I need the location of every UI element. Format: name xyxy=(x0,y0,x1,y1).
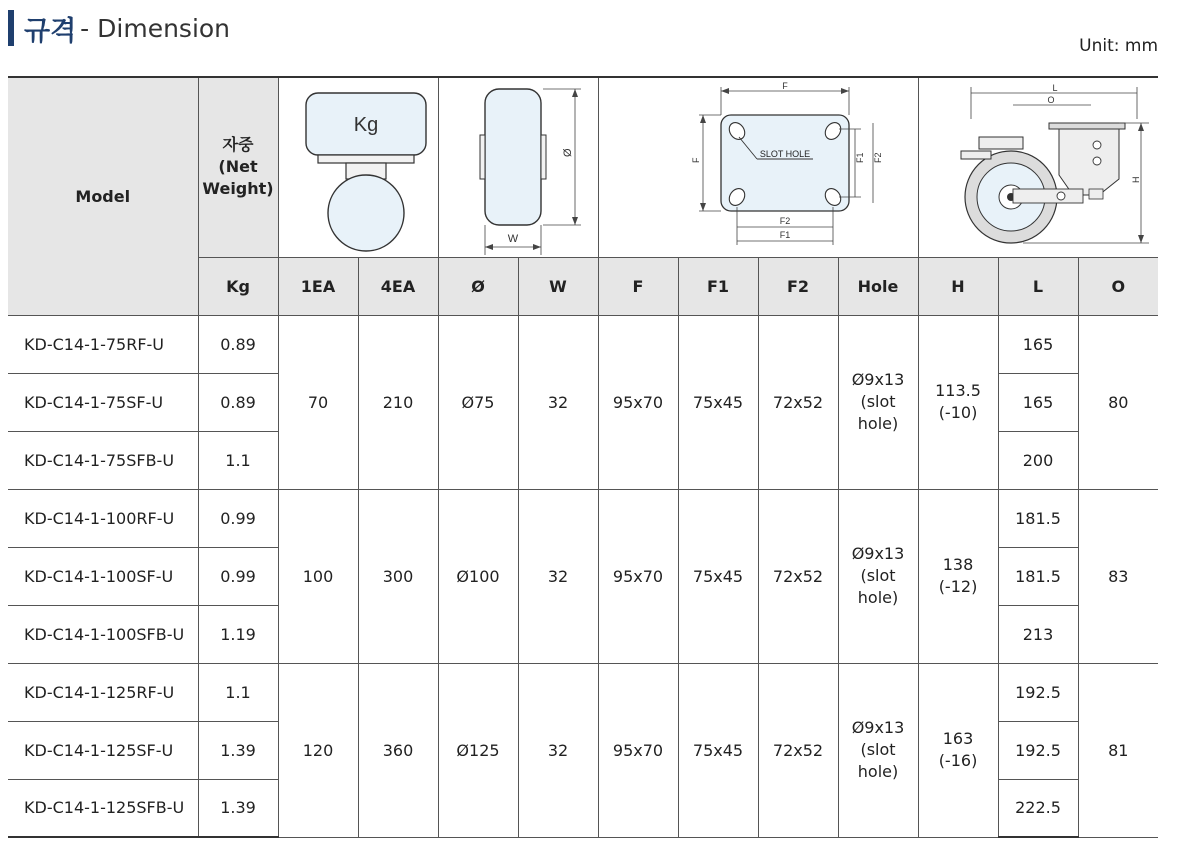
plate-f1-label-bottom: F1 xyxy=(779,230,791,241)
header-net-weight xyxy=(198,77,278,257)
l-cell: 192.5 xyxy=(998,721,1078,779)
l-cell: 222.5 xyxy=(998,779,1078,837)
model-cell: KD-C14-1-75SFB-U xyxy=(8,431,198,489)
top-plate-dimension-icon xyxy=(633,79,883,255)
width-cell: 32 xyxy=(518,315,598,489)
load-4ea-cell: 300 xyxy=(358,489,438,663)
header-1ea: 1EA xyxy=(278,257,358,315)
f2-cell: 72x52 xyxy=(758,315,838,489)
kg-cell: 1.19 xyxy=(198,605,278,663)
model-cell: KD-C14-1-125SF-U xyxy=(8,721,198,779)
header-h: H xyxy=(918,257,998,315)
caster-side-view-icon xyxy=(923,79,1153,255)
title-accent-bar xyxy=(8,10,14,46)
l-cell: 192.5 xyxy=(998,663,1078,721)
f1-cell: 75x45 xyxy=(678,315,758,489)
header-o: O xyxy=(1078,257,1158,315)
o-cell: 81 xyxy=(1078,663,1158,837)
header-net-weight-line3: Weight) xyxy=(202,179,274,199)
f2-cell: 72x52 xyxy=(758,489,838,663)
header-4ea: 4EA xyxy=(358,257,438,315)
page-title xyxy=(8,8,230,48)
height-cell xyxy=(918,315,998,489)
header-kg: Kg xyxy=(198,257,278,315)
wheel-figure xyxy=(438,77,598,257)
hole-cell xyxy=(838,663,918,837)
title-english: - Dimension xyxy=(80,13,231,43)
l-cell: 200 xyxy=(998,431,1078,489)
side-o-label: O xyxy=(1047,95,1055,106)
unit-label: Unit: mm xyxy=(1079,36,1158,56)
model-cell: KD-C14-1-100SFB-U xyxy=(8,605,198,663)
plate-f-label-side: F xyxy=(691,157,701,164)
wheel-w-label: W xyxy=(507,233,519,246)
dimension-table xyxy=(8,76,1158,838)
height-cell xyxy=(918,663,998,837)
header-f: F xyxy=(598,257,678,315)
f-cell: 95x70 xyxy=(598,489,678,663)
header-w: W xyxy=(518,257,598,315)
o-cell: 83 xyxy=(1078,489,1158,663)
wheel-dia-label: Ø xyxy=(562,148,574,158)
f1-cell: 75x45 xyxy=(678,489,758,663)
height-value: 163 xyxy=(942,729,974,748)
plate-f-label-top: F xyxy=(782,81,788,92)
hole-type: (slot hole) xyxy=(857,566,899,607)
wheel-dimension-icon xyxy=(443,79,593,255)
header-hole: Hole xyxy=(838,257,918,315)
load-1ea-cell: 100 xyxy=(278,489,358,663)
table-row xyxy=(8,663,1158,721)
height-cell xyxy=(918,489,998,663)
side-view-figure xyxy=(918,77,1158,257)
load-1ea-cell: 70 xyxy=(278,315,358,489)
plate-slot-label: SLOT HOLE xyxy=(759,149,811,160)
table-row xyxy=(8,315,1158,373)
l-cell: 213 xyxy=(998,605,1078,663)
height-value: 113.5 xyxy=(935,381,981,400)
kg-cell: 0.89 xyxy=(198,373,278,431)
caster-load-icon xyxy=(288,79,428,255)
o-cell: 80 xyxy=(1078,315,1158,489)
header-net-weight-line1: 자중 xyxy=(222,135,254,155)
height-offset: (-10) xyxy=(938,403,978,422)
load-capacity-figure xyxy=(278,77,438,257)
kg-cell: 1.1 xyxy=(198,431,278,489)
kg-cell: 0.99 xyxy=(198,489,278,547)
side-l-label: L xyxy=(1052,83,1058,94)
kg-cell: 0.99 xyxy=(198,547,278,605)
diameter-cell: Ø75 xyxy=(438,315,518,489)
table-row xyxy=(8,489,1158,547)
header-f2: F2 xyxy=(758,257,838,315)
model-cell: KD-C14-1-125RF-U xyxy=(8,663,198,721)
load-1ea-cell: 120 xyxy=(278,663,358,837)
kg-cell: 1.39 xyxy=(198,721,278,779)
f1-cell: 75x45 xyxy=(678,663,758,837)
diameter-cell: Ø100 xyxy=(438,489,518,663)
model-cell: KD-C14-1-100SF-U xyxy=(8,547,198,605)
top-plate-figure xyxy=(598,77,918,257)
l-cell: 181.5 xyxy=(998,489,1078,547)
hole-size: Ø9x13 xyxy=(851,718,905,737)
width-cell: 32 xyxy=(518,489,598,663)
header-l: L xyxy=(998,257,1078,315)
kg-cell: 0.89 xyxy=(198,315,278,373)
model-cell: KD-C14-1-75SF-U xyxy=(8,373,198,431)
kg-cell: 1.39 xyxy=(198,779,278,837)
diameter-cell: Ø125 xyxy=(438,663,518,837)
hole-type: (slot hole) xyxy=(857,392,899,433)
f-cell: 95x70 xyxy=(598,315,678,489)
hole-cell xyxy=(838,315,918,489)
title-korean: 규격 xyxy=(24,15,77,47)
height-value: 138 xyxy=(942,555,974,574)
header-f1: F1 xyxy=(678,257,758,315)
width-cell: 32 xyxy=(518,663,598,837)
height-offset: (-16) xyxy=(938,751,978,770)
height-offset: (-12) xyxy=(938,577,978,596)
hole-size: Ø9x13 xyxy=(851,544,905,563)
plate-f1-label-side: F1 xyxy=(855,152,865,164)
model-cell: KD-C14-1-125SFB-U xyxy=(8,779,198,837)
kg-cell: 1.1 xyxy=(198,663,278,721)
plate-f2-label-bottom: F2 xyxy=(779,216,791,227)
f2-cell: 72x52 xyxy=(758,663,838,837)
header-diameter: Ø xyxy=(438,257,518,315)
load-4ea-cell: 360 xyxy=(358,663,438,837)
load-4ea-cell: 210 xyxy=(358,315,438,489)
model-cell: KD-C14-1-75RF-U xyxy=(8,315,198,373)
hole-size: Ø9x13 xyxy=(851,370,905,389)
side-h-label: H xyxy=(1131,176,1142,184)
plate-f2-label-side: F2 xyxy=(873,152,883,164)
model-cell: KD-C14-1-100RF-U xyxy=(8,489,198,547)
l-cell: 165 xyxy=(998,315,1078,373)
l-cell: 165 xyxy=(998,373,1078,431)
load-kg-label: Kg xyxy=(353,114,379,137)
f-cell: 95x70 xyxy=(598,663,678,837)
hole-cell xyxy=(838,489,918,663)
header-model: Model xyxy=(8,77,198,315)
header-net-weight-line2: (Net xyxy=(218,157,258,177)
l-cell: 181.5 xyxy=(998,547,1078,605)
hole-type: (slot hole) xyxy=(857,740,899,781)
